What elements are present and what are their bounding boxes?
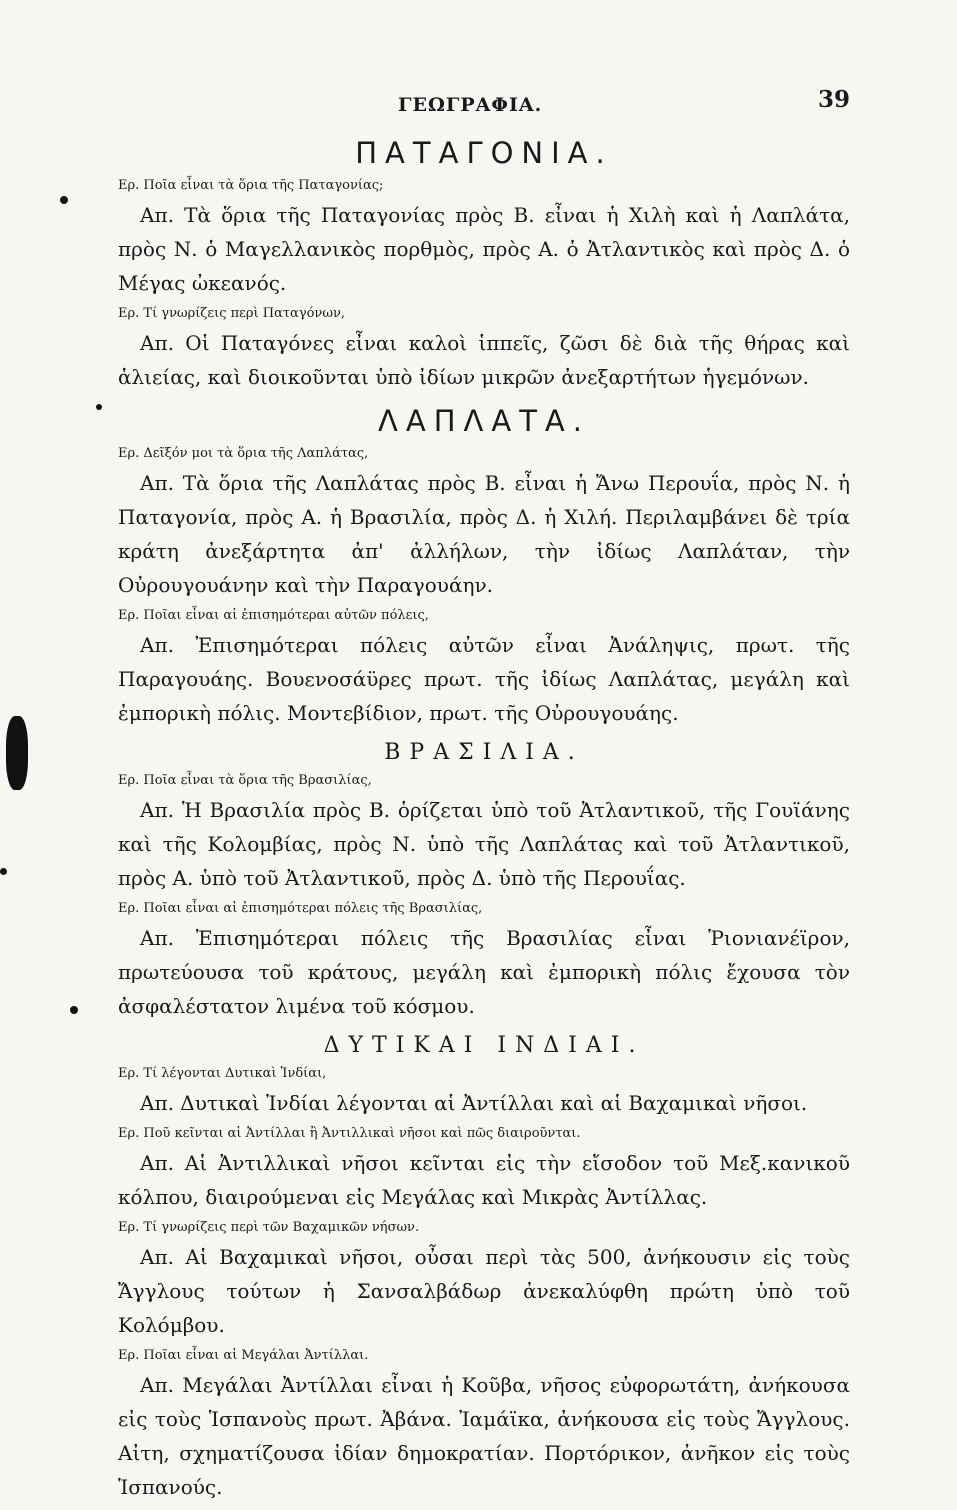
answer: Απ. Ἐπισημότεραι πόλεις αὐτῶν εἶναι Ἀνάληψις, πρωτ. τῆς Παραγουάης. Βουενοσάϋρες πρωτ. τῆς ἰδίως Λαπλάτας, μεγάλη καὶ ἐμπορικὴ πόλις. Μοντεβίδιον, πρωτ. τῆς Οὐρουγουάης. <box>118 633 850 725</box>
answer: Απ. Οἱ Παταγόνες εἶναι καλοὶ ἱππεῖς, ζῶσι δὲ διὰ τῆς θήρας καὶ ἁλιείας, καὶ διοικοῦνται ὑπὸ ἰδίων μικρῶν ἀνεξαρτήτων ἡγεμόνων. <box>118 331 850 389</box>
section-heading: ΠΑΤΑΓΟΝΙΑ. <box>355 136 613 170</box>
question: Ερ. Ποῖα εἶναι τὰ ὅρια τῆς Παταγονίας; <box>118 178 384 193</box>
answer: Απ. Τὰ ὅρια τῆς Παταγονίας πρὸς Β. εἶναι ἡ Χιλὴ καὶ ἡ Λαπλάτα, πρὸς Ν. ὁ Μαγελλανικὸς πορθμὸς, πρὸς Α. ὁ Ἀτλαντικὸς καὶ πρὸς Δ. ὁ Μέγας ὠκεανός. <box>118 203 850 295</box>
ink-dot <box>0 868 7 875</box>
section-west-indies <box>118 1033 850 1504</box>
section-brasilia <box>118 740 850 1023</box>
ink-dot <box>70 1006 78 1014</box>
question: Ερ. Ποῖαι εἶναι αἱ ἐπισημότεραι αὐτῶν πόλεις, <box>118 608 429 623</box>
answer: Απ. Ἡ Βρασιλία πρὸς Β. ὁρίζεται ὑπὸ τοῦ Ἀτλαντικοῦ, τῆς Γουϊάνης καὶ τῆς Κολομβίας, πρὸς Ν. ὑπὸ τῆς Λαπλάτας καὶ τοῦ Ἀτλαντικοῦ, πρὸς Α. ὑπὸ τοῦ Ἀτλαντικοῦ, πρὸς Δ. ὑπὸ τῆς Περουΐας. <box>118 798 850 890</box>
ink-blot <box>6 716 28 790</box>
page-number: 39 <box>817 86 850 113</box>
section-heading: ΔΥΤΙΚΑΙ ΙΝΔΙΑΙ. <box>323 1033 645 1058</box>
running-head <box>118 86 850 126</box>
question: Ερ. Τί γνωρίζεις περὶ Παταγόνων, <box>118 306 345 321</box>
question: Ερ. Τί γνωρίζεις περὶ τῶν Βαχαμικῶν νήσων. <box>118 1220 420 1235</box>
answer: Απ. Μεγάλαι Ἀντίλλαι εἶναι ἡ Κοῦβα, νῆσος εὐφορωτάτη, ἀνήκουσα εἰς τοὺς Ἱσπανοὺς πρωτ. Ἀβάνα. Ἰαμάϊκα, ἀνήκουσα εἰς τοὺς Ἄγγλους. Αἰτη, σχηματίζουσα ἰδίαν δημοκρατίαν. Πορτόρικον, ἀνῆκον εἰς τοὺς Ἱσπανούς. <box>118 1373 850 1499</box>
question: Ερ. Δεῖξόν μοι τὰ ὅρια τῆς Λαπλάτας, <box>118 446 369 461</box>
running-title: ΓΕΩΓΡΑΦΙΑ. <box>398 94 543 116</box>
answer: Απ. Αἱ Ἀντιλλικαὶ νῆσοι κεῖνται εἰς τὴν εἴσοδον τοῦ Μεξ.κανικοῦ κόλπου, διαιρούμεναι εἰς Μεγάλας καὶ Μικρὰς Ἀντίλλας. <box>118 1151 850 1209</box>
section-heading: ΛΑΠΛΑΤΑ. <box>378 404 590 438</box>
answer: Απ. Δυτικαὶ Ἰνδίαι λέγονται αἱ Ἀντίλλαι καὶ αἱ Βαχαμικαὶ νῆσοι. <box>140 1091 808 1115</box>
question: Ερ. Τί λέγονται Δυτικαὶ Ἰνδίαι, <box>118 1066 327 1081</box>
section-heading: ΒΡΑΣΙΛΙΑ. <box>384 740 584 765</box>
question: Ερ. Ποῖαι εἶναι αἱ ἐπισημότεραι πόλεις τῆς Βρασιλίας, <box>118 901 483 916</box>
section-laplata <box>118 404 850 730</box>
question: Ερ. Ποῖαι εἶναι αἱ Μεγάλαι Ἀντίλλαι. <box>118 1348 369 1363</box>
answer: Απ. Αἱ Βαχαμικαὶ νῆσοι, οὖσαι περὶ τὰς 500, ἀνήκουσιν εἰς τοὺς Ἄγγλους τούτων ἡ Σανσαλβάδωρ ἀνεκαλύφθη πρώτη ὑπὸ τοῦ Κολόμβου. <box>118 1245 850 1337</box>
question: Ερ. Ποῖα εἶναι τὰ ὅρια τῆς Βρασιλίας, <box>118 773 372 788</box>
section-patagonia <box>118 136 850 394</box>
ink-dot <box>96 404 102 410</box>
page <box>118 86 850 1510</box>
answer: Απ. Ἐπισημότεραι πόλεις τῆς Βρασιλίας εἶναι Ῥιονιανέϊρον, πρωτεύουσα τοῦ κράτους, μεγάλη καὶ ἐμπορικὴ πόλις ἔχουσα τὸν ἀσφαλέστατον λιμένα τοῦ κόσμου. <box>118 926 850 1018</box>
answer: Απ. Τὰ ὅρια τῆς Λαπλάτας πρὸς Β. εἶναι ἡ Ἄνω Περουΐα, πρὸς Ν. ἡ Παταγονία, πρὸς Α. ἡ Βρασιλία, πρὸς Δ. ἡ Χιλή. Περιλαμβάνει δὲ τρία κράτη ἀνεξάρτητα ἀπ' ἀλλήλων, τὴν ἰδίως Λαπλάταν, τὴν Οὐρουγουάνην καὶ τὴν Παραγουάην. <box>118 471 850 597</box>
question: Ερ. Ποῦ κεῖνται αἱ Ἀντίλλαι ἢ Ἀντιλλικαὶ νῆσοι καὶ πῶς διαιροῦνται. <box>118 1126 581 1141</box>
ink-dot <box>60 196 68 204</box>
